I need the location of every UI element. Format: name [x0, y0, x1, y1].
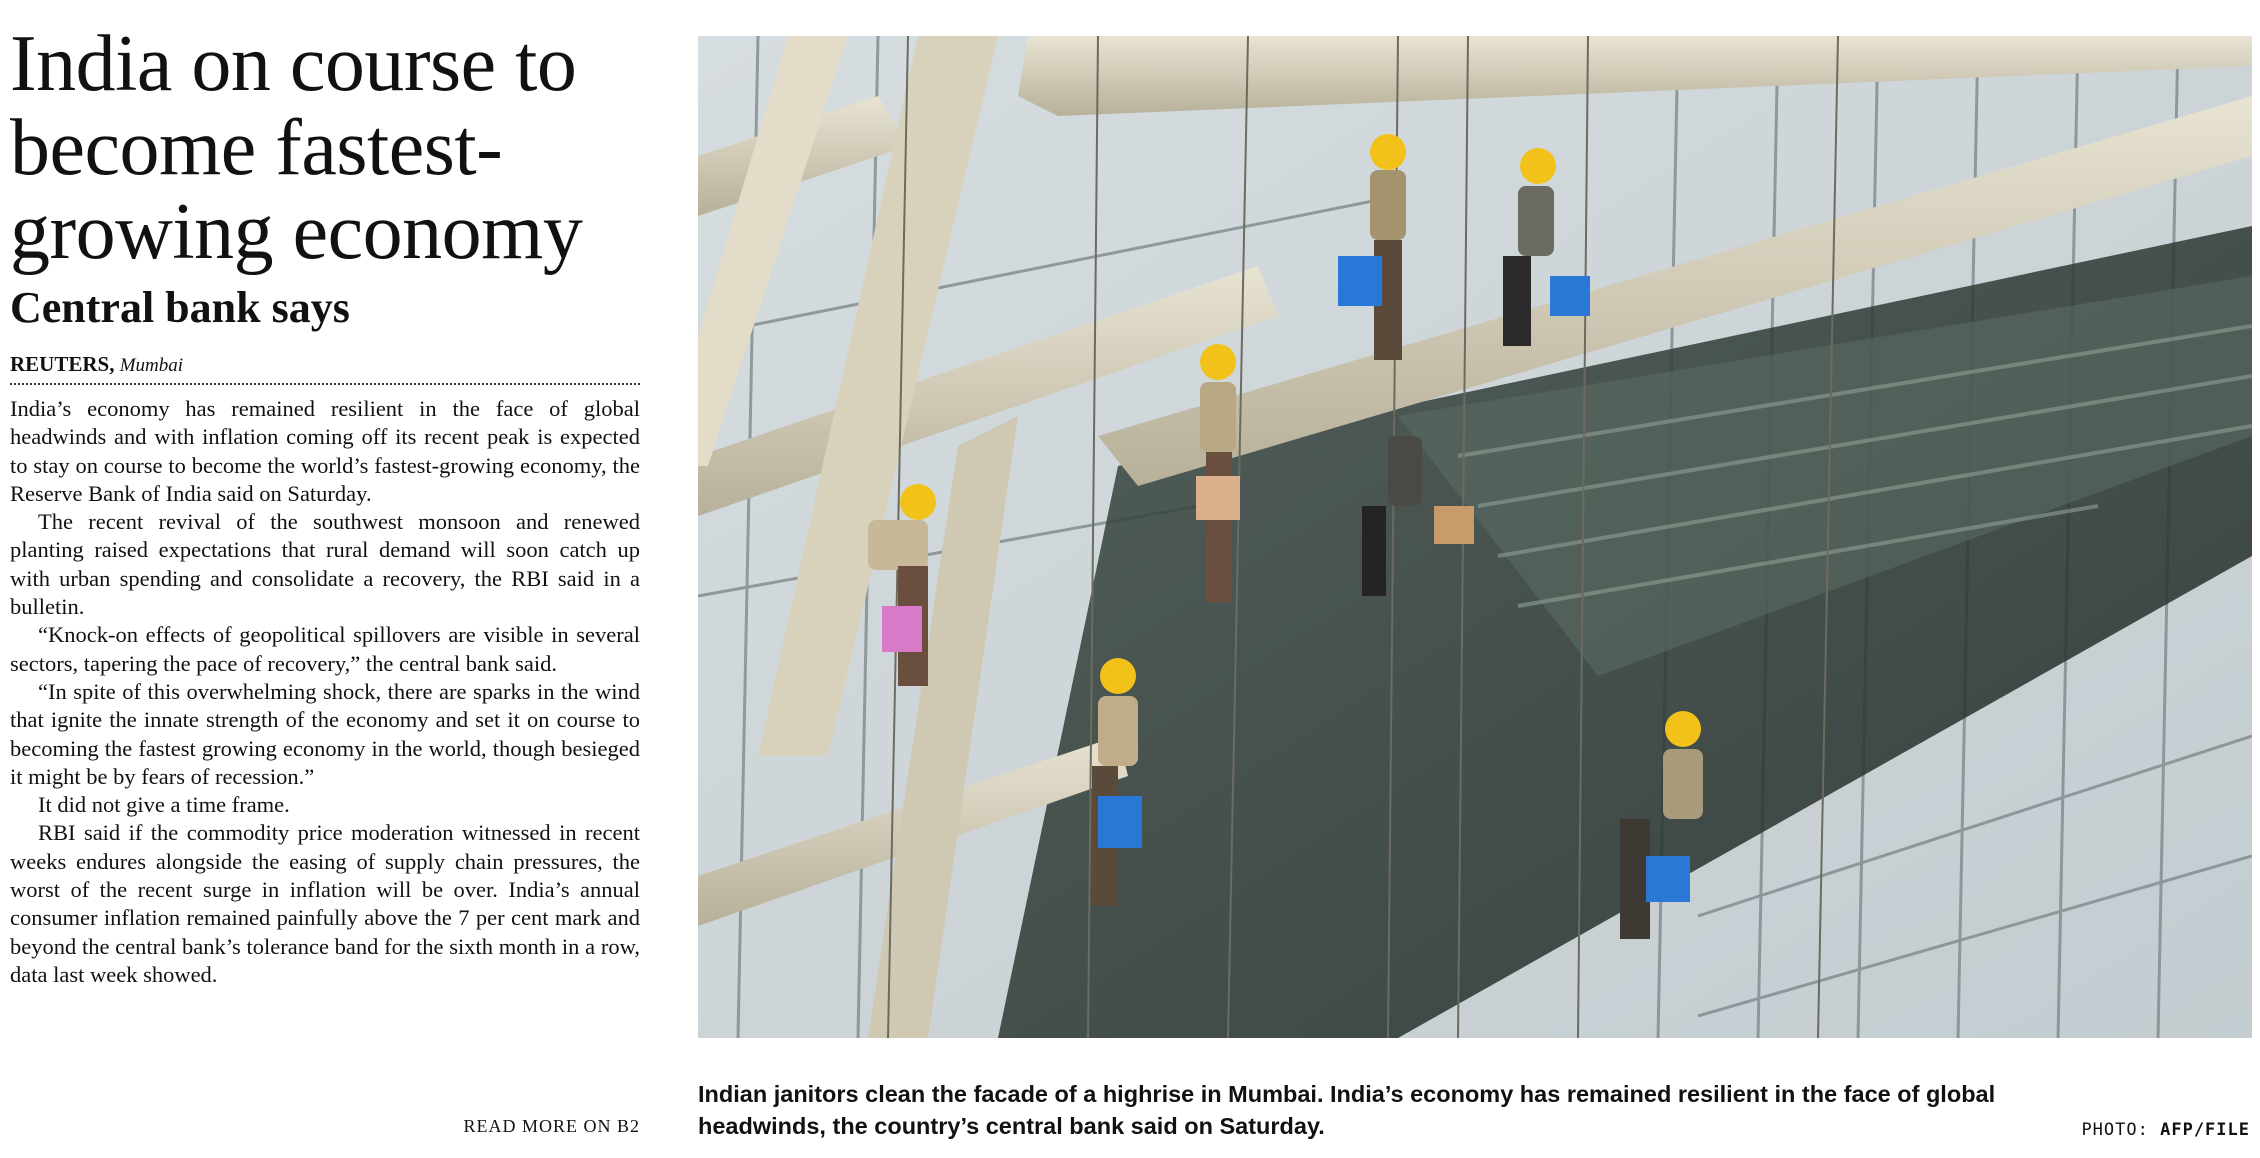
photo-credit-source: AFP/FILE	[2160, 1120, 2250, 1140]
paragraph: RBI said if the commodity price moderation witnessed in recent weeks endures alongside the easing of supply chain pressures, the worst of the recent surge in inflation will be over. India’s annual consumer inflation remained painfully above the 7 per cent mark and beyond the central bank’s tolerance band for the sixth month in a row, data last week showed.	[10, 820, 640, 987]
headline: India on course to become fastest-growing economy	[10, 20, 583, 276]
article-column	[10, 22, 640, 989]
article-body	[10, 395, 640, 989]
paragraph: The recent revival of the southwest monsoon and renewed planting raised expectations that rural demand will soon catch up with urban spending and consolidate a recovery, the RBI said in a bulletin.	[10, 509, 640, 620]
photo-credit	[2081, 1120, 2250, 1140]
news-photo	[698, 36, 2252, 1038]
paragraph: India’s economy has remained resilient in the face of global headwinds and with inflation coming off its recent peak is expected to stay on course to become the world’s fastest-growing economy, the Reserve Bank of India said on Saturday.	[10, 396, 640, 506]
read-more-link[interactable]: READ MORE ON B2	[463, 1116, 640, 1136]
byline-agency: REUTERS,	[10, 352, 115, 376]
photo-caption: Indian janitors clean the facade of a highrise in Mumbai. India’s economy has remained resilient in the face of global headwinds, the country’s central bank said on Saturday.	[698, 1081, 1996, 1139]
subhead: Central bank says	[10, 283, 350, 332]
paragraph: It did not give a time frame.	[38, 792, 290, 818]
byline-location: Mumbai	[119, 355, 184, 376]
photo-credit-label: PHOTO:	[2081, 1120, 2149, 1140]
paragraph: “In spite of this overwhelming shock, there are sparks in the wind that ignite the innate strength of the economy and set it on course to becoming the fastest growing economy in the world, though besieged it might be by fears of recession.”	[10, 678, 640, 789]
byline	[10, 352, 640, 385]
janitors-facade-photo	[698, 36, 2252, 1038]
paragraph: “Knock-on effects of geopolitical spillovers are visible in several sectors, tapering the pace of recovery,” the central bank said.	[10, 622, 640, 676]
